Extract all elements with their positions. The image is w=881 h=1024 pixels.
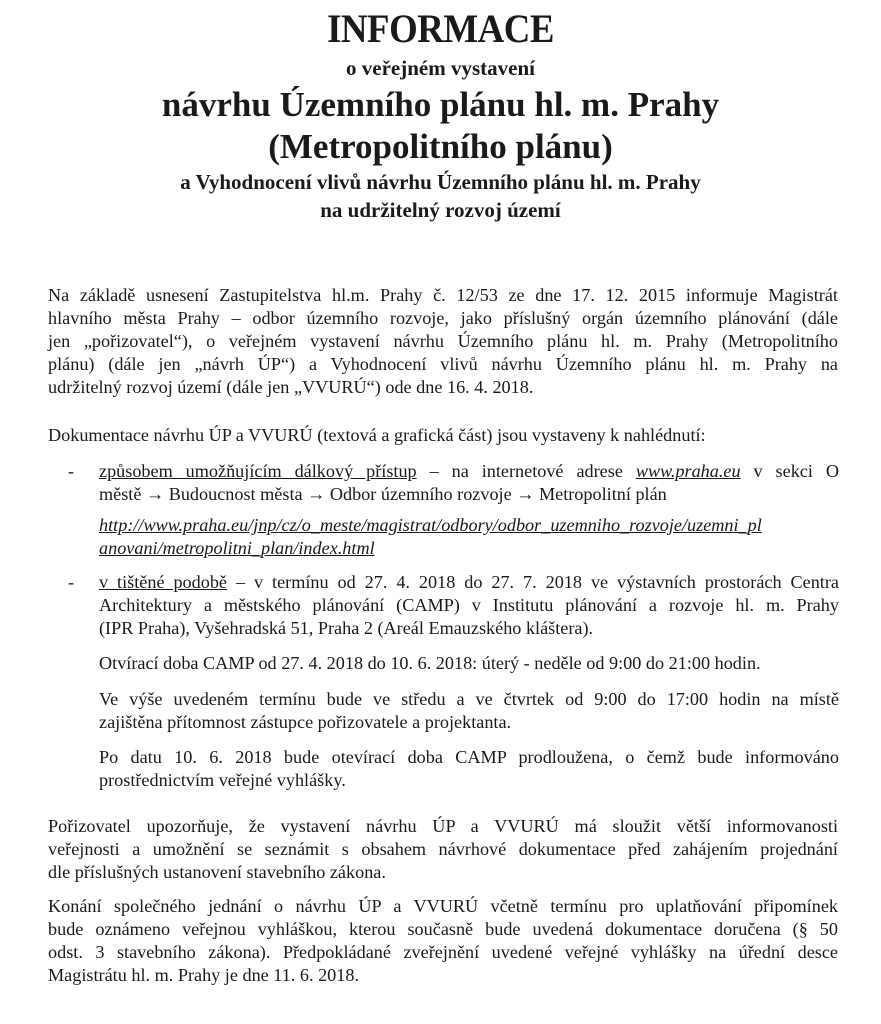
intro-paragraph xyxy=(48,284,838,399)
printed-line-3: (IPR Praha), Vyšehradská 51, Praha 2 (Areál Emauzského kláštera). xyxy=(99,618,594,638)
list-bullet-dash: - xyxy=(68,461,75,481)
heading-subtitle: o veřejném vystavení xyxy=(346,56,535,80)
url-line-1[interactable]: http://www.praha.eu/jnp/cz/o_meste/magistrat/odbory/odbor_uzemniho_rozvoje/uzemni_pl xyxy=(99,515,762,535)
docs-intro xyxy=(48,424,838,447)
remote-text: – na internetové adrese xyxy=(416,461,636,481)
extended-line-1: Po datu 10. 6. 2018 bude otevírací doba CAMP prodloužena, o čemž bude informováno xyxy=(99,747,839,767)
document-heading xyxy=(0,6,881,224)
intro-line: plánu) (dále jen „návrh ÚP“) a Vyhodnocení vlivů návrhu Územního plánu hl. m. Prahy na xyxy=(48,354,838,374)
presence-note xyxy=(99,688,839,734)
meeting-paragraph xyxy=(48,895,838,987)
notice-line: veřejnosti a umožnění se seznámit s obsahem návrhové dokumentace před zahájením projednání xyxy=(48,839,838,859)
meeting-line: Magistrátu hl. m. Prahy je dne 11. 6. 2018. xyxy=(48,965,359,985)
intro-line: Na základě usnesení Zastupitelstva hl.m. Prahy č. 12/53 ze dne 17. 12. 2015 informuje Magistrát xyxy=(48,285,838,305)
meeting-line: odst. 3 stavebního zákona). Předpokládané zveřejnění uvedené veřejné vyhlášky na úřední desce xyxy=(48,942,838,962)
remote-access-label: způsobem umožňujícím dálkový přístup xyxy=(99,461,417,481)
presence-line-1: Ve výše uvedeném termínu bude ve středu a ve čtvrtek od 9:00 do 17:00 hodin na místě xyxy=(99,689,839,709)
remote-line-2: městě → Budoucnost města → Odbor územního rozvoje → Metropolitní plán xyxy=(99,484,667,504)
list-item-remote-access xyxy=(99,460,839,506)
metro-plan-url[interactable] xyxy=(99,514,839,560)
heading-plan-name: (Metropolitního plánu) xyxy=(268,127,613,166)
printed-line-1 xyxy=(99,571,839,594)
remote-text-end: v sekci O xyxy=(740,461,839,481)
intro-line: jen „pořizovatel“), o veřejném vystavení návrhu Územního plánu hl. m. Prahy (Metropolitního xyxy=(48,331,838,351)
notice-line: dle příslušných ustanovení stavebního zákona. xyxy=(48,862,386,882)
heading-informace: INFORMACE xyxy=(327,6,554,51)
extended-line-2: prostřednictvím veřejné vyhlášky. xyxy=(99,770,346,790)
heading-assessment-2: na udržitelný rozvoj území xyxy=(320,198,561,222)
remote-line-1 xyxy=(99,460,839,483)
presence-line-2: zajištěna přítomnost zástupce pořizovatele a projektanta. xyxy=(99,712,512,732)
docs-intro-line: Dokumentace návrhu ÚP a VVURÚ (textová a grafická část) jsou vystaveny k nahlédnutí: xyxy=(48,425,706,445)
opening-hours-line: Otvírací doba CAMP od 27. 4. 2018 do 10. 6. 2018: úterý - neděle od 9:00 do 21:00 hodin. xyxy=(99,653,761,673)
meeting-line: bude oznámeno veřejnou vyhláškou, kterou současně bude uvedená dokumentace doručena (§ 50 xyxy=(48,919,838,939)
list-bullet-dash: - xyxy=(68,572,75,592)
notice-line: Pořizovatel upozorňuje, že vystavení návrhu ÚP a VVURÚ má sloužit větší informovanosti xyxy=(48,816,838,836)
site-link[interactable]: www.praha.eu xyxy=(635,461,741,481)
printed-line-2: Architektury a městského plánování (CAMP) v Institutu plánování a rozvoje hl. m. Prahy xyxy=(99,595,839,615)
intro-line: udržitelný rozvoj území (dále jen „VVURÚ“) ode dne 16. 4. 2018. xyxy=(48,377,534,397)
opening-hours xyxy=(99,652,839,675)
url-line-2[interactable]: anovani/metropolitni_plan/index.html xyxy=(99,538,375,558)
printed-text: – v termínu od 27. 4. 2018 do 27. 7. 2018 ve výstavních prostorách Centra xyxy=(227,572,839,592)
heading-plan-title: návrhu Územního plánu hl. m. Prahy xyxy=(161,85,720,124)
extended-hours-note xyxy=(99,746,839,792)
list-item-printed xyxy=(99,571,839,640)
intro-line: hlavního města Prahy – odbor územního rozvoje, jako příslušný orgán územního plánování (dále xyxy=(48,308,838,328)
meeting-line: Konání společného jednání o návrhu ÚP a VVURÚ včetně termínu pro uplatňování připomínek xyxy=(48,896,838,916)
notice-paragraph xyxy=(48,815,838,884)
printed-label: v tištěné podobě xyxy=(99,572,227,592)
heading-assessment: a Vyhodnocení vlivů návrhu Územního plánu hl. m. Prahy xyxy=(180,170,701,194)
